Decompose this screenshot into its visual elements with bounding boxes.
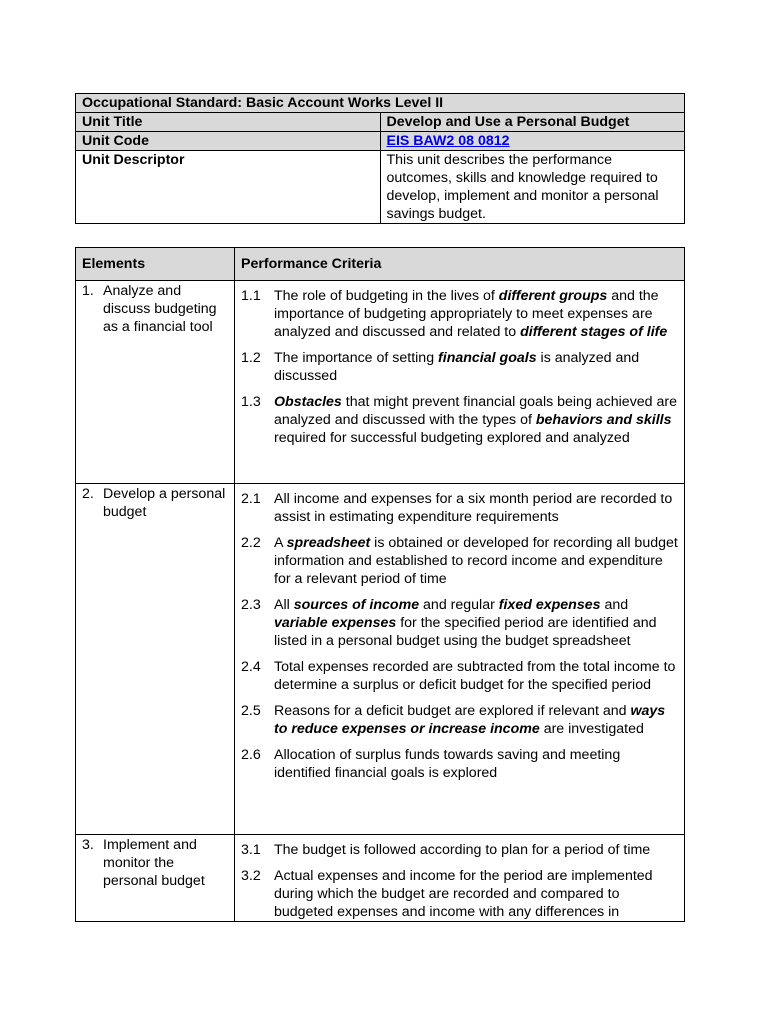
criterion-item	[241, 393, 678, 447]
criterion-text-part: The importance of setting	[274, 350, 439, 366]
unit-code-row	[76, 132, 685, 151]
criterion-text-part: and	[600, 597, 629, 613]
criterion-item	[241, 596, 678, 650]
criterion-key-term: behaviors and skills	[535, 412, 672, 428]
criterion-text	[274, 393, 678, 447]
criteria-header-row	[76, 248, 685, 281]
criterion-text	[274, 746, 678, 782]
criterion-text-part: is analyzed and discussed	[274, 350, 640, 384]
criterion-item	[241, 534, 678, 588]
element-cell	[76, 835, 235, 922]
criterion-number: 1.3	[241, 394, 261, 410]
unit-descriptor-value: This unit describes the performance outcomes, skills and knowledge required to develop, implement and monitor a personal savings budget.	[380, 151, 685, 224]
criterion-text-part: Reasons for a deficit budget are explored if relevant and	[274, 703, 631, 719]
criterion-text	[274, 287, 678, 341]
element-item	[82, 281, 228, 336]
element-item	[82, 484, 228, 521]
criterion-text	[274, 490, 678, 526]
criterion-text-part: The budget is followed according to plan for a period of time	[274, 842, 651, 858]
criterion-text	[274, 349, 678, 385]
criterion-text-part: Total expenses recorded are subtracted from the total income to determine a surplus or deficit budget for the specified period	[274, 659, 676, 693]
unit-code-label: Unit Code	[76, 132, 381, 151]
criterion-text-part: Allocation of surplus funds towards saving and meeting identified financial goals is explored	[274, 747, 621, 781]
criterion-text	[274, 534, 678, 588]
element-row	[76, 281, 685, 484]
criterion-item	[241, 867, 678, 921]
criterion-item	[241, 702, 678, 738]
criterion-text	[274, 702, 678, 738]
unit-code-value	[380, 132, 685, 151]
criterion-text-part: All income and expenses for a six month period are recorded to assist in estimating expenditure requirements	[274, 491, 673, 525]
criterion-number: 1.1	[241, 288, 261, 304]
standard-row	[76, 94, 685, 113]
element-number: 2.	[82, 486, 94, 502]
criteria-cell	[235, 484, 685, 835]
element-cell	[76, 484, 235, 835]
element-row	[76, 835, 685, 922]
criterion-key-term: ways to reduce expenses or increase income	[274, 703, 666, 737]
criterion-number: 2.3	[241, 597, 261, 613]
criterion-text	[274, 841, 678, 859]
criterion-text-part: The role of budgeting in the lives of	[274, 288, 499, 304]
criterion-number: 2.5	[241, 703, 261, 719]
criterion-number: 2.1	[241, 491, 261, 507]
unit-title-row	[76, 113, 685, 132]
element-title: Analyze and discuss budgeting as a financial tool	[103, 283, 217, 335]
unit-descriptor-row	[76, 151, 685, 224]
criterion-key-term: fixed expenses	[498, 597, 601, 613]
criterion-item	[241, 349, 678, 385]
criterion-key-term: Obstacles	[274, 394, 342, 410]
criterion-key-term: financial goals	[438, 350, 537, 366]
standard-title: Occupational Standard: Basic Account Works Level II	[76, 94, 685, 113]
criterion-text	[274, 596, 678, 650]
criterion-key-term: spreadsheet	[286, 535, 371, 551]
criterion-text	[274, 658, 678, 694]
criterion-key-term: different stages of life	[520, 324, 668, 340]
criterion-number: 2.4	[241, 659, 261, 675]
criterion-text-part: All	[274, 597, 294, 613]
criterion-item	[241, 841, 678, 859]
criterion-text-part: Actual expenses and income for the period are implemented during which the budget are recorded and compared to budgeted expenses and income with any differences in	[274, 868, 653, 920]
unit-descriptor-label: Unit Descriptor	[76, 151, 381, 224]
criterion-text-part: and regular	[419, 597, 499, 613]
criterion-text-part: A	[274, 535, 287, 551]
criteria-body	[76, 281, 685, 922]
criterion-number: 2.6	[241, 747, 261, 763]
unit-code-link[interactable]: EIS BAW2 08 0812	[386, 133, 510, 149]
unit-title-label: Unit Title	[76, 113, 381, 132]
criteria-cell	[235, 281, 685, 484]
criterion-text-part: for the specified period are identified and listed in a personal budget using the budget spreadsheet	[274, 615, 657, 649]
criterion-text-part: and the importance of budgeting appropriately to meet expenses are analyzed and discussed and related to	[274, 288, 659, 340]
elements-header: Elements	[76, 248, 235, 281]
criterion-text-part: required for successful budgeting explored and analyzed	[274, 430, 630, 446]
unit-title-value: Develop and Use a Personal Budget	[380, 113, 685, 132]
element-number: 3.	[82, 837, 94, 853]
criteria-cell	[235, 835, 685, 922]
criterion-number: 2.2	[241, 535, 261, 551]
element-row	[76, 484, 685, 835]
criterion-number: 3.1	[241, 842, 261, 858]
criterion-key-term: different groups	[498, 288, 608, 304]
criterion-item	[241, 490, 678, 526]
criterion-item	[241, 658, 678, 694]
criterion-text-part: that might prevent financial goals being achieved are analyzed and discussed with the types of	[274, 394, 678, 428]
criterion-key-term: variable expenses	[274, 615, 397, 631]
criterion-item	[241, 287, 678, 341]
element-cell	[76, 281, 235, 484]
criterion-number: 3.2	[241, 868, 261, 884]
criterion-key-term: sources of income	[293, 597, 420, 613]
element-number: 1.	[82, 283, 94, 299]
unit-info-table	[75, 93, 685, 224]
element-item	[82, 835, 228, 890]
element-title: Develop a personal budget	[103, 486, 226, 520]
performance-criteria-table	[75, 247, 685, 922]
criterion-text-part: are investigated	[539, 721, 644, 737]
criterion-item	[241, 746, 678, 782]
criterion-text-part: is obtained or developed for recording all budget information and established to record income and expenditure for a relevant period of time	[274, 535, 678, 587]
performance-criteria-header: Performance Criteria	[235, 248, 685, 281]
element-title: Implement and monitor the personal budget	[103, 837, 205, 889]
criterion-text	[274, 867, 678, 921]
criterion-number: 1.2	[241, 350, 261, 366]
